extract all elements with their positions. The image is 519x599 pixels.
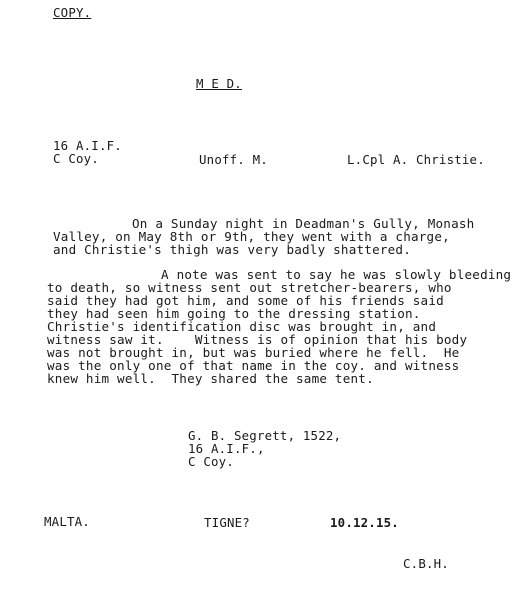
text-line: was the only one of that name in the coy. and witness (47, 358, 460, 373)
text-line: witness saw it. Witness is of opinion that his body (47, 332, 468, 347)
text-line: Christie's identification disc was brought in, and (47, 319, 437, 334)
location: TIGNE? (204, 515, 250, 530)
initials: C.B.H. (403, 556, 449, 571)
text-line: On a Sunday night in Deadman's Gully, Monash (132, 216, 475, 231)
text-line: they had seen him going to the dressing station. (47, 306, 421, 321)
company: C Coy. (53, 151, 99, 166)
witness-unit: 16 A.I.F., (188, 441, 265, 456)
witness-company: C Coy. (188, 454, 234, 469)
date: 10.12.15. (330, 515, 399, 530)
category-heading: M E D. (196, 76, 242, 91)
subject-name: L.Cpl A. Christie. (347, 152, 485, 167)
place: MALTA. (44, 514, 90, 529)
status: Unoff. M. (199, 152, 268, 167)
text-line: to death, so witness sent out stretcher-bearers, who (47, 280, 452, 295)
text-line: Valley, on May 8th or 9th, they went with a charge, (53, 229, 450, 244)
text-line: knew him well. They shared the same tent. (47, 371, 374, 386)
text-line: was not brought in, but was buried where he fell. He (47, 345, 460, 360)
witness-name: G. B. Segrett, 1522, (188, 428, 342, 443)
text-line: A note was sent to say he was slowly bleeding (161, 267, 512, 282)
battalion: 16 A.I.F. (53, 138, 122, 153)
copy-label: COPY. (53, 5, 92, 20)
text-line: and Christie's thigh was very badly shattered. (53, 242, 411, 257)
text-line: said they had got him, and some of his friends said (47, 293, 444, 308)
